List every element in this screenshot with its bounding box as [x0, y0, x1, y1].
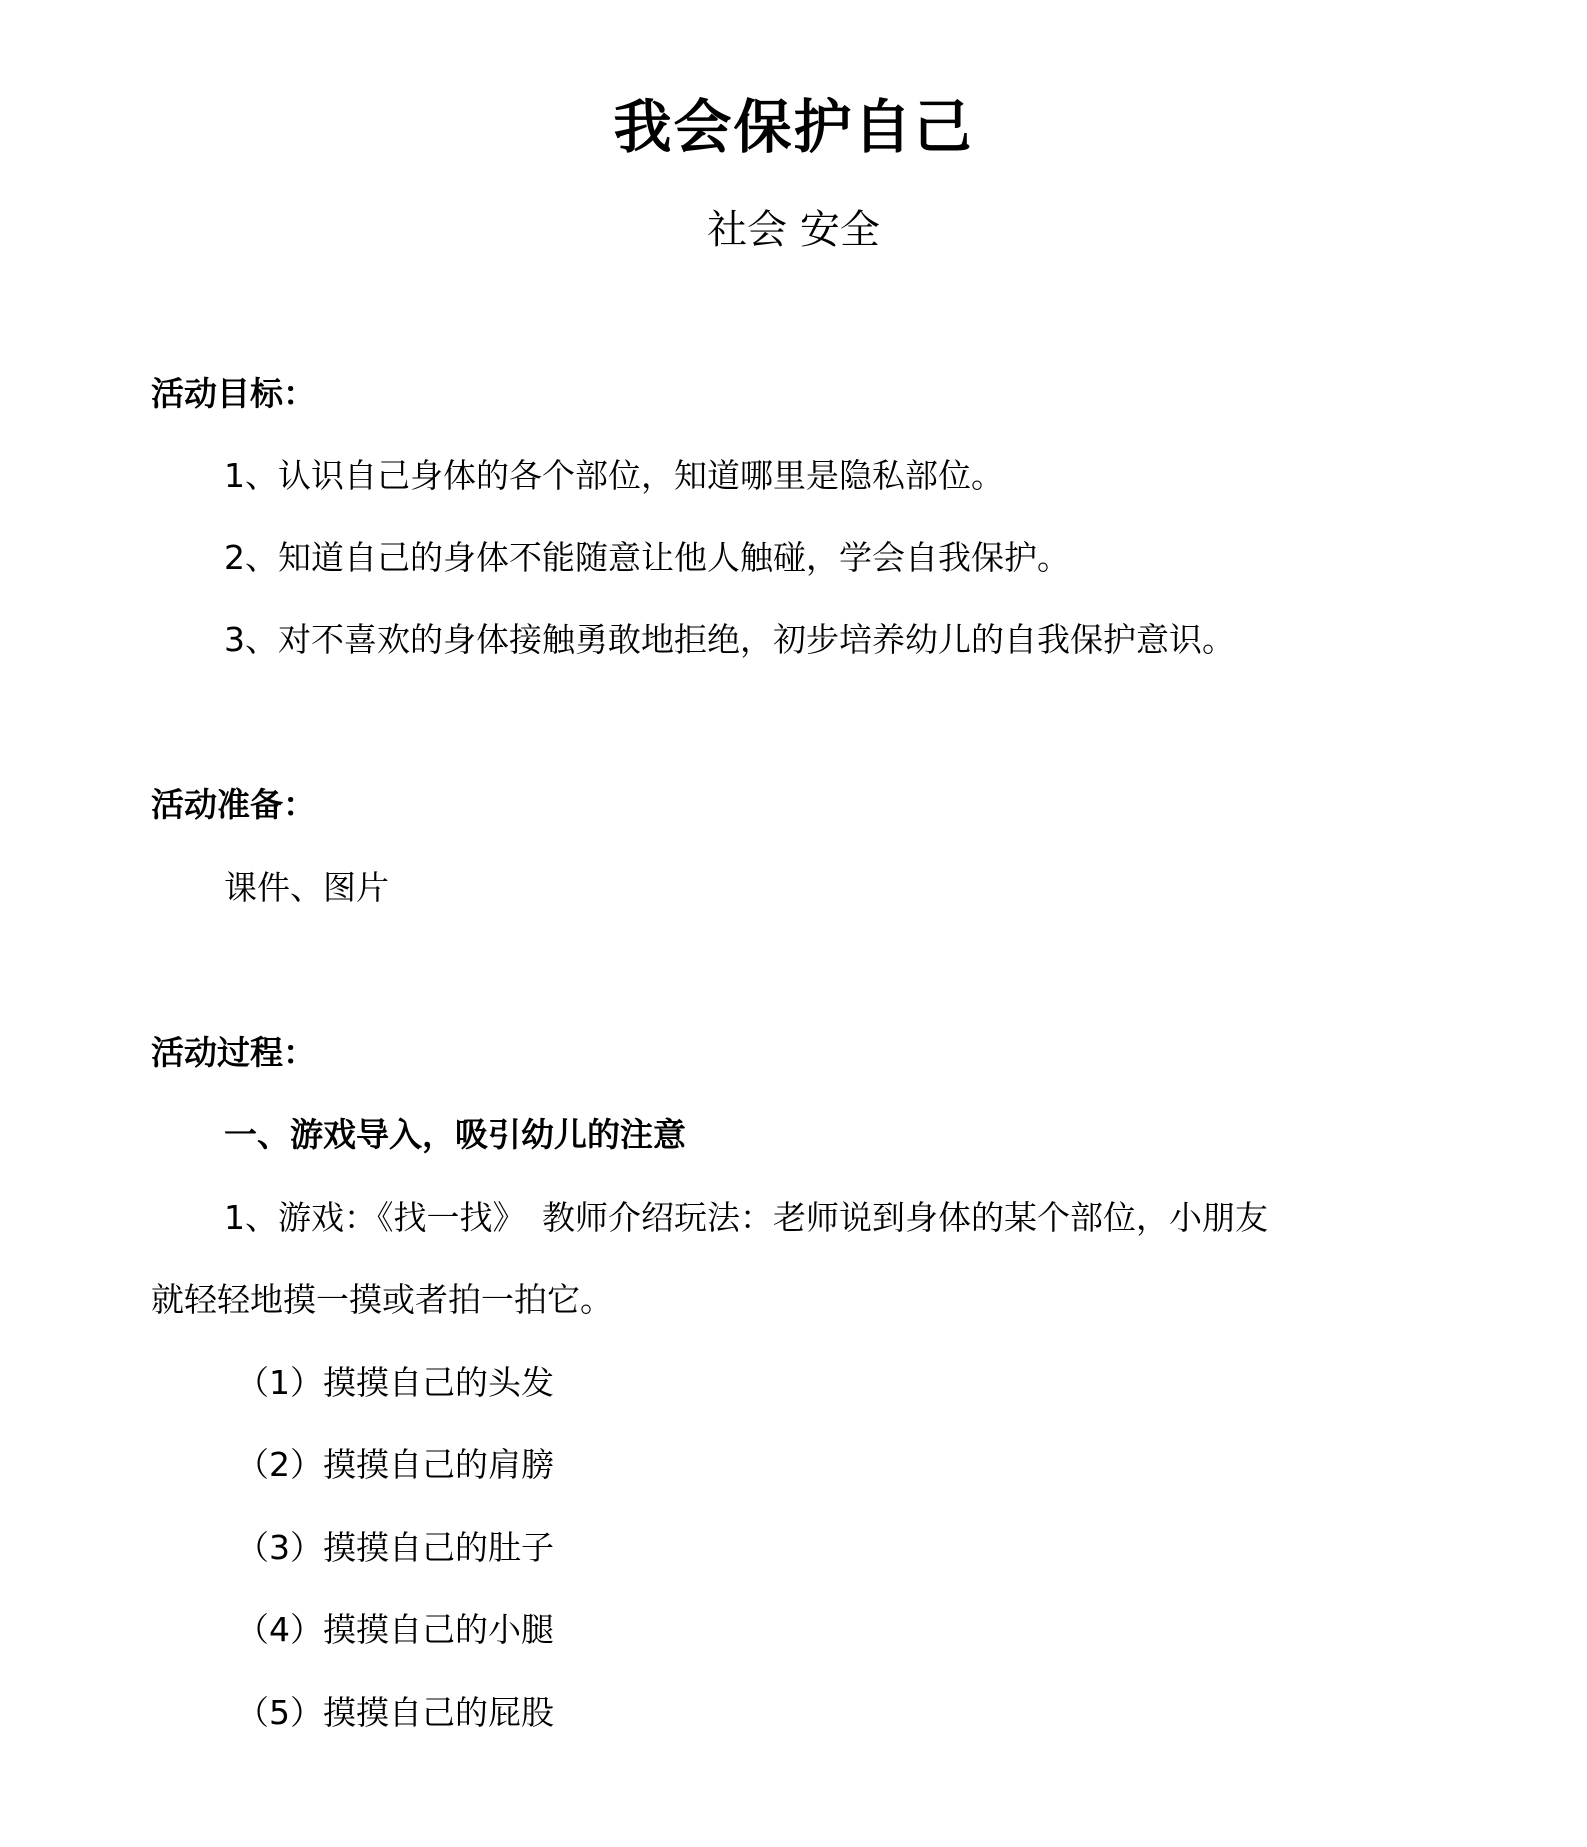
goal-item: 2、知道自己的身体不能随意让他人触碰，学会自我保护。	[224, 538, 1070, 577]
process-step-title: 一、游戏导入，吸引幼儿的注意	[224, 1115, 686, 1154]
document-title: 我会保护自己	[613, 93, 974, 161]
process-sub-item: （1）摸摸自己的头发	[236, 1363, 554, 1402]
goals-heading: 活动目标：	[151, 374, 316, 413]
process-sub-item: （5）摸摸自己的屁股	[236, 1693, 554, 1732]
process-sub-item: （4）摸摸自己的小腿	[236, 1610, 554, 1649]
preparation-content: 课件、图片	[224, 868, 389, 907]
goal-item: 1、认识自己身体的各个部位，知道哪里是隐私部位。	[224, 456, 1004, 495]
document-subtitle: 社会 安全	[707, 207, 880, 253]
preparation-heading: 活动准备：	[151, 785, 316, 824]
goal-item: 3、对不喜欢的身体接触勇敢地拒绝，初步培养幼儿的自我保护意识。	[224, 620, 1235, 659]
process-sub-item: （2）摸摸自己的肩膀	[236, 1445, 554, 1484]
process-step-paragraph-line: 1、游戏：《找一找》 教师介绍玩法：老师说到身体的某个部位，小朋友	[224, 1198, 1268, 1237]
process-step-paragraph-line: 就轻轻地摸一摸或者拍一拍它。	[151, 1280, 613, 1319]
process-heading: 活动过程：	[151, 1033, 316, 1072]
process-sub-item: （3）摸摸自己的肚子	[236, 1528, 554, 1567]
